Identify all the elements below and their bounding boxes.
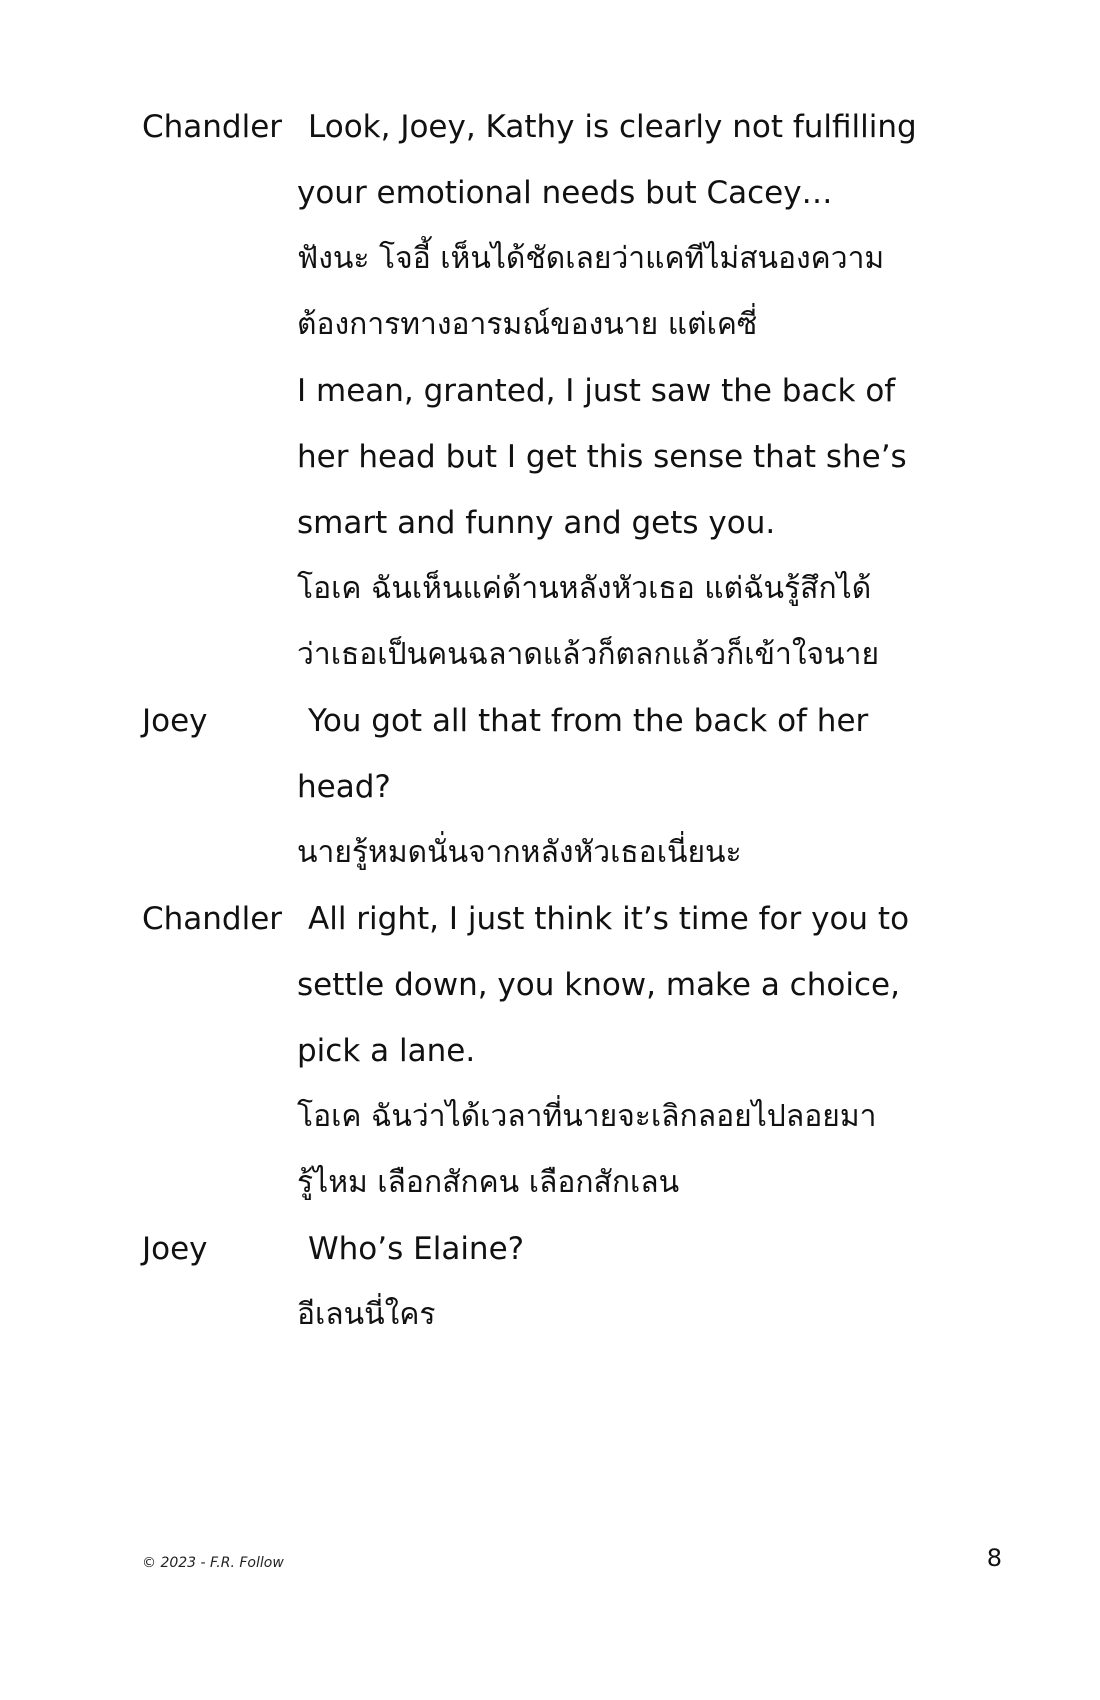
dialogue-lines	[297, 1216, 1002, 1348]
dialogue-lines	[297, 886, 1002, 1216]
dialogue-block	[142, 94, 1002, 1348]
dialogue-line: her head but I get this sense that she’s	[297, 439, 907, 475]
dialogue-line: head?	[297, 769, 391, 805]
copyright-footer: © 2023 - F.R. Follow	[142, 1555, 284, 1571]
dialogue-line-thai: รู้ไหม เลือกสักคน เลือกสักเลน	[297, 1165, 680, 1200]
speaker-name: Chandler	[142, 109, 283, 145]
dialogue-line: All right, I just think it’s time for you to	[308, 901, 910, 937]
dialogue-line-thai: ต้องการทางอารมณ์ของนาย แต่เคซี่	[297, 307, 758, 342]
dialogue-lines	[297, 94, 1002, 688]
dialogue-entry	[142, 1216, 1002, 1348]
speaker-name: Joey	[142, 1231, 208, 1267]
dialogue-line: smart and funny and gets you.	[297, 505, 776, 541]
dialogue-line: Who’s Elaine?	[308, 1231, 525, 1267]
dialogue-entry	[142, 886, 1002, 1216]
dialogue-entry	[142, 688, 1002, 886]
dialogue-lines	[297, 688, 1002, 886]
dialogue-line: settle down, you know, make a choice,	[297, 967, 900, 1003]
dialogue-line-thai: ฟังนะ โจอี้ เห็นได้ชัดเลยว่าแคทีไม่สนองความ	[297, 241, 885, 276]
dialogue-line-thai: ว่าเธอเป็นคนฉลาดแล้วก็ตลกแล้วก็เข้าใจนาย	[297, 637, 880, 672]
dialogue-line: your emotional needs but Cacey…	[297, 175, 833, 211]
dialogue-line: You got all that from the back of her	[308, 703, 869, 739]
dialogue-line: Look, Joey, Kathy is clearly not fulfilling	[308, 109, 917, 145]
dialogue-line: pick a lane.	[297, 1033, 476, 1069]
dialogue-line-thai: โอเค ฉันว่าได้เวลาที่นายจะเลิกลอยไปลอยมา	[297, 1099, 877, 1134]
page-number: 8	[986, 1544, 1002, 1572]
speaker-name: Chandler	[142, 901, 283, 937]
dialogue-line-thai: นายรู้หมดนั่นจากหลังหัวเธอเนี่ยนะ	[297, 835, 742, 870]
dialogue-line: I mean, granted, I just saw the back of	[297, 373, 896, 409]
speaker-name: Joey	[142, 703, 208, 739]
dialogue-line-thai: โอเค ฉันเห็นแค่ด้านหลังหัวเธอ แต่ฉันรู้สึกได้	[297, 571, 872, 606]
dialogue-entry	[142, 94, 1002, 688]
dialogue-line-thai: อีเลนนี่ใคร	[297, 1297, 436, 1332]
